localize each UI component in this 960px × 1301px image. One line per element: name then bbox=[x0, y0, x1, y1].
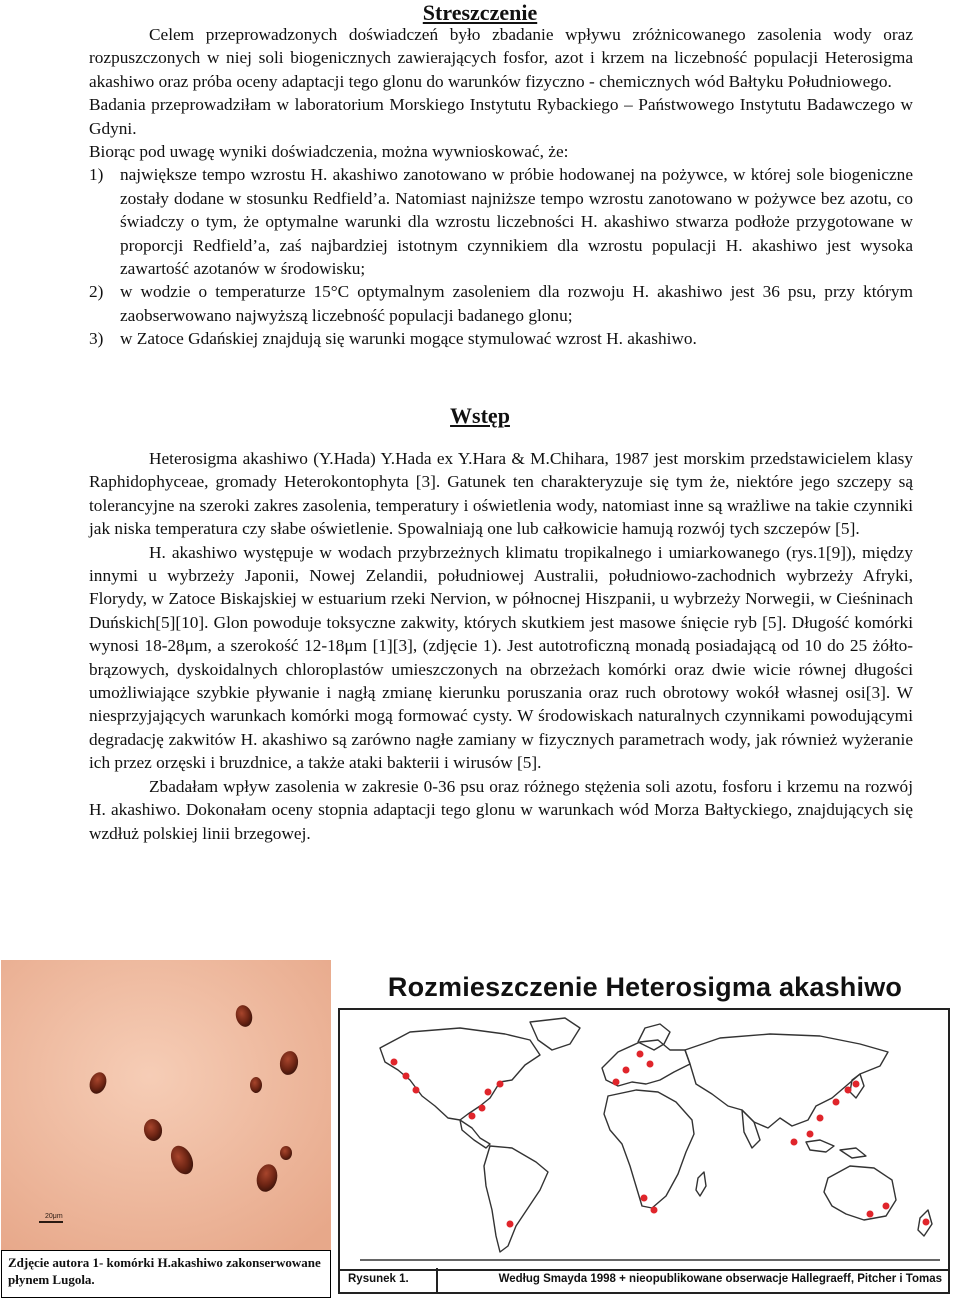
occurrence-marker bbox=[807, 1131, 814, 1138]
results-item-number: 1) bbox=[89, 165, 104, 185]
map-title: Rozmieszczenie Heterosigma akashiwo bbox=[387, 972, 903, 1002]
results-item-number: 3) bbox=[89, 329, 104, 349]
summary-body bbox=[89, 23, 913, 351]
occurrence-marker bbox=[867, 1211, 874, 1218]
intro-paragraph-2: H. akashiwo występuje w wodach przybrzeżnych klimatu tropikalnego i umiarkowanego (rys.1[9]), między innymi u wybrzeży Japonii, Nowej Zelandii, południowej Australii, południowo-zachodnich wybrzeży Afryki, Florydy, w Zatoce Biskajskiej w estuarium rzeki Nervion, w północnej Hiszpanii, u wybrzeży Norwegii, w Cieśninach Duńskich[5][10]. Glon powoduje toksyczne zakwity, których skutkiem jest masowe śnięcie ryb [5]. Długość komórki wynosi 18-28μm, a szerokość 12-18μm [1][3], (zdjęcie 1). Jest autotroficzną monadą posiadającą od 10 do 25 żółto-brązowych, dyskoidalnych chloroplastów umieszczonych na obrzeżach komórki oraz dwie wicie równej długości umożliwiające szybkie pływanie i nagłą zmianę kierunku poruszania oraz ruch obrotowy wokół własnej osi[3]. W niesprzyjających warunkach komórki mogą formować cysty. W środowiskach naturalnych czynnikami powodującymi degradację zakwitów H. akashiwo są zarówno nagłe zamiany w fizycznych parametrach wody, jak również wyżeranie ich przez orzęski i bruzdnice, a także ataki bakterii i wirusów [5]. bbox=[89, 542, 913, 773]
results-item bbox=[89, 327, 913, 350]
map-source: Według Smayda 1998 + nieopublikowane obserwacje Hallegraeff, Pitcher i Tomas bbox=[498, 1273, 942, 1285]
footer-divider bbox=[436, 1268, 438, 1292]
occurrence-marker bbox=[391, 1059, 398, 1066]
micrograph-photo bbox=[1, 960, 331, 1250]
micrograph-image bbox=[1, 960, 331, 1250]
occurrence-marker bbox=[817, 1115, 824, 1122]
results-item-text: największe tempo wzrostu H. akashiwo zanotowano w próbie hodowanej na pożywce, w której sole biogeniczne zostały dodane w stosunku Redfield’a. Natomiast najniższe tempo wzrostu zanotowano w pożywce bez azotu, co świadczy o tym, że optymalne warunki dla wzrostu liczebności H. akashiwo stwarza podłoże przygotowane w proporcji Redfield’a, zaś najbardziej istotnym czynnikiem dla wzrostu populacji H. akashiwo jest wysoka zawartość azotanów w środowisku; bbox=[120, 165, 913, 279]
occurrence-marker bbox=[641, 1195, 648, 1202]
figure-label: Rysunek 1. bbox=[348, 1273, 409, 1285]
scale-label: 20μm bbox=[45, 1213, 63, 1220]
occurrence-marker bbox=[883, 1203, 890, 1210]
results-item bbox=[89, 163, 913, 280]
occurrence-marker bbox=[469, 1113, 476, 1120]
occurrence-marker bbox=[637, 1051, 644, 1058]
world-map bbox=[340, 1010, 948, 1269]
summary-paragraph-1: Celem przeprowadzonych doświadczeń było zbadanie wpływu zróżnicowanego zasolenia wody oraz rozpuszczonych w niej soli biogenicznych zawierających fosfor, azot i krzem na liczebność populacji Heterosigma akashiwo oraz próba oceny adaptacji tego glonu do warunków fizyczno - chemicznych wód Bałtyku Południowego. bbox=[89, 25, 913, 91]
occurrence-marker bbox=[853, 1081, 860, 1088]
map-footer bbox=[338, 1268, 950, 1294]
occurrence-marker bbox=[413, 1087, 420, 1094]
intro-paragraph-1: Heterosigma akashiwo (Y.Hada) Y.Hada ex Y.Hara & M.Chihara, 1987 jest morskim przedstawicielem klasy Raphidophyceae, gromady Heterokontophyta [3]. Gatunek ten charakteryzuje się tym że, niektóre jego szczepy są tolerancyjne na szeroki zakres zasolenia, temperatury i oświetlenia wody, natomiast inne są wrażliwe na takie czynniki jak niska temperatura czy słabe oświetlenie. Spowalniają one lub całkowicie hamują rozwój tych szczepów [5]. bbox=[89, 449, 913, 539]
results-item-text: w Zatoce Gdańskiej znajdują się warunki mogące stymulować wzrost H. akashiwo. bbox=[120, 329, 697, 349]
occurrence-marker bbox=[923, 1219, 930, 1226]
photo-caption: Zdjęcie autora 1- komórki H.akashiwo zakonserwowane płynem Lugola. bbox=[1, 1250, 331, 1298]
occurrence-marker bbox=[497, 1081, 504, 1088]
occurrence-marker bbox=[479, 1105, 486, 1112]
intro-heading: Wstęp bbox=[450, 403, 510, 428]
results-list bbox=[89, 163, 913, 350]
occurrence-marker bbox=[613, 1079, 620, 1086]
summary-heading: Streszczenie bbox=[422, 0, 538, 25]
occurrence-marker bbox=[791, 1139, 798, 1146]
results-item-number: 2) bbox=[89, 282, 104, 302]
results-item-text: w wodzie o temperaturze 15°C optymalnym zasoleniem dla rozwoju H. akashiwo jest 36 psu, przy którym zaobserwowano najwyższą liczebność populacji badanego glonu; bbox=[120, 282, 913, 325]
occurrence-marker bbox=[651, 1207, 658, 1214]
map-frame bbox=[338, 1008, 950, 1271]
distribution-map-figure bbox=[333, 960, 957, 1297]
occurrence-marker bbox=[507, 1221, 514, 1228]
summary-paragraph-2: Badania przeprowadziłam w laboratorium Morskiego Instytutu Rybackiego – Państwowego Instytutu Badawczego w Gdyni. bbox=[89, 95, 913, 138]
occurrence-marker bbox=[485, 1089, 492, 1096]
continent-outlines bbox=[360, 1018, 940, 1260]
intro-paragraph-3: Zbadałam wpływ zasolenia w zakresie 0-36 psu oraz różnego stężenia soli azotu, fosforu i krzemu na rozwój H. akashiwo. Dokonałam oceny stopnia adaptacji tego glonu w warunkach wód Morza Bałtyckiego, znajdujących się wzdłuż polskiej linii brzegowej. bbox=[89, 776, 913, 843]
occurrence-marker bbox=[647, 1061, 654, 1068]
occurrence-marker bbox=[845, 1087, 852, 1094]
occurrence-marker bbox=[403, 1073, 410, 1080]
occurrence-marker bbox=[833, 1099, 840, 1106]
summary-paragraph-3: Biorąc pod uwagę wyniki doświadczenia, można wywnioskować, że: bbox=[89, 142, 569, 162]
occurrence-marker bbox=[623, 1067, 630, 1074]
results-item bbox=[89, 280, 913, 327]
intro-body bbox=[89, 447, 913, 845]
